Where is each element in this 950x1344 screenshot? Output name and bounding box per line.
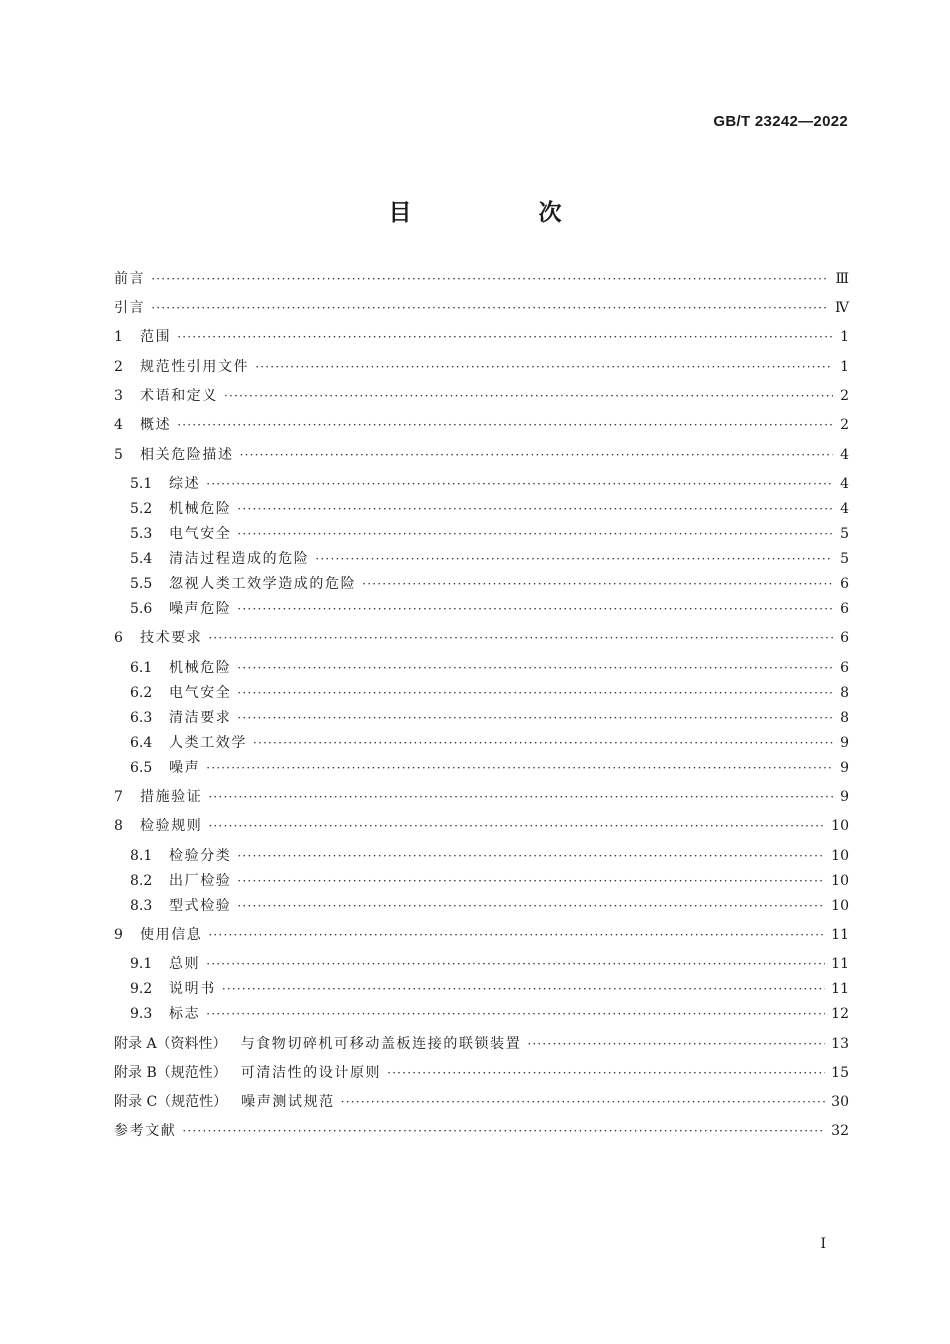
toc-entry[interactable] <box>130 757 849 779</box>
toc-entry[interactable] <box>114 297 849 319</box>
standard-code: GB/T 23242—2022 <box>713 113 848 130</box>
toc-entry-page: 10 <box>831 818 849 834</box>
toc-entry-page: 11 <box>831 927 849 943</box>
toc-entry-title: 清洁过程造成的危险 <box>169 551 310 567</box>
toc-entry-number: 5 <box>114 447 123 463</box>
toc-entry-page: 5 <box>840 551 849 567</box>
toc-entry[interactable] <box>130 573 849 595</box>
toc-entry[interactable] <box>130 473 849 495</box>
toc-entry[interactable] <box>130 657 849 679</box>
toc-entry-number: 6.2 <box>130 685 153 701</box>
dot-leader <box>237 598 833 620</box>
toc-entry-page: 13 <box>831 1036 849 1052</box>
toc-entry-number: 附录 A（资料性） <box>114 1036 227 1052</box>
toc-entry-number: 5.1 <box>130 476 153 492</box>
toc-entry[interactable] <box>130 953 849 975</box>
dot-leader <box>237 895 825 917</box>
dot-leader <box>237 657 833 679</box>
toc-entry-number: 8.1 <box>130 848 153 864</box>
toc-entry-page: 10 <box>831 848 849 864</box>
toc-entry-page: 15 <box>831 1065 849 1081</box>
toc-entry-number: 9 <box>114 927 123 943</box>
toc-entry-number: 8.3 <box>130 898 153 914</box>
toc-entry[interactable] <box>130 1003 849 1025</box>
toc-entry-number: 附录 C（规范性） <box>114 1094 228 1110</box>
dot-leader <box>208 786 833 808</box>
dot-leader <box>237 523 833 545</box>
toc-entry-page: 8 <box>840 710 849 726</box>
dot-leader <box>151 268 829 290</box>
dot-leader <box>151 297 829 319</box>
dot-leader <box>208 815 825 837</box>
toc-entry-title: 术语和定义 <box>140 388 218 404</box>
toc-entry-page: 8 <box>840 685 849 701</box>
dot-leader <box>527 1033 825 1055</box>
toc-entry-page: Ⅲ <box>835 271 849 287</box>
dot-leader <box>206 1003 825 1025</box>
toc-entry[interactable] <box>114 815 849 837</box>
toc-entry-page: 2 <box>840 417 849 433</box>
toc-entry-title: 型式检验 <box>169 898 232 914</box>
dot-leader <box>240 444 833 466</box>
toc-entry-page: 1 <box>840 329 849 345</box>
toc-entry-title: 参考文献 <box>114 1123 177 1139</box>
toc-entry-number: 附录 B（规范性） <box>114 1065 227 1081</box>
toc-entry-number: 5.3 <box>130 526 153 542</box>
dot-leader <box>237 498 833 520</box>
dot-leader <box>237 682 833 704</box>
toc-entry-number: 6 <box>114 630 123 646</box>
toc-entry-title: 忽视人类工效学造成的危险 <box>169 576 357 592</box>
toc-entry-number: 5.6 <box>130 601 153 617</box>
toc-entry[interactable] <box>114 385 849 407</box>
dot-leader <box>237 845 825 867</box>
dot-leader <box>255 356 833 378</box>
toc-entry-number: 3 <box>114 388 123 404</box>
toc-entry[interactable] <box>114 1091 849 1113</box>
toc-entry-title: 相关危险描述 <box>140 447 234 463</box>
toc-entry-title: 规范性引用文件 <box>140 359 250 375</box>
dot-leader <box>362 573 833 595</box>
toc-entry-page: 10 <box>831 898 849 914</box>
dot-leader <box>222 978 825 1000</box>
toc-entry-title: 范围 <box>140 329 172 345</box>
toc-entry-page: 1 <box>840 359 849 375</box>
toc-entry-page: 9 <box>840 789 849 805</box>
toc-entry-title: 机械危险 <box>169 501 232 517</box>
toc-entry-title: 机械危险 <box>169 660 232 676</box>
toc-entry-page: 5 <box>840 526 849 542</box>
toc-entry[interactable] <box>114 924 849 946</box>
toc-entry[interactable] <box>130 895 849 917</box>
toc-entry-title: 使用信息 <box>140 927 203 943</box>
toc-entry-page: 11 <box>831 956 849 972</box>
toc-entry-title: 综述 <box>169 476 201 492</box>
dot-leader <box>315 548 833 570</box>
toc-entry-title: 措施验证 <box>140 789 203 805</box>
toc-entry[interactable] <box>114 627 849 649</box>
toc-entry-title: 人类工效学 <box>169 735 247 751</box>
toc-entry-title: 总则 <box>169 956 201 972</box>
dot-leader <box>208 924 825 946</box>
toc-entry[interactable] <box>114 786 849 808</box>
toc-entry[interactable] <box>114 1033 849 1055</box>
toc-entry-title: 检验规则 <box>140 818 203 834</box>
toc-entry-title: 前言 <box>114 271 146 287</box>
toc-entry-title: 噪声 <box>169 760 201 776</box>
toc-entry[interactable] <box>114 326 849 348</box>
toc-entry-number: 5.5 <box>130 576 153 592</box>
dot-leader <box>237 707 833 729</box>
toc-entry[interactable] <box>114 1062 849 1084</box>
dot-leader <box>182 1120 825 1142</box>
toc-entry[interactable] <box>130 845 849 867</box>
toc-entry-title: 技术要求 <box>140 630 203 646</box>
toc-entry-page: 10 <box>831 873 849 889</box>
dot-leader <box>208 627 833 649</box>
toc-entry-title: 电气安全 <box>169 685 232 701</box>
toc-entry-title: 检验分类 <box>169 848 232 864</box>
toc-entry-page: 9 <box>840 735 849 751</box>
toc-entry-title: 概述 <box>140 417 172 433</box>
dot-leader <box>206 953 825 975</box>
dot-leader <box>387 1062 825 1084</box>
toc-entry[interactable] <box>130 498 849 520</box>
dot-leader <box>253 732 833 754</box>
toc-entry[interactable] <box>114 444 849 466</box>
toc-entry-number: 1 <box>114 329 123 345</box>
toc-entry-page: 6 <box>840 576 849 592</box>
toc-entry-page: 4 <box>840 476 849 492</box>
toc-entry-page: 6 <box>840 630 849 646</box>
toc-entry-page: 4 <box>840 447 849 463</box>
toc-entry[interactable] <box>114 414 849 436</box>
toc-entry-page: 32 <box>831 1123 849 1139</box>
toc-entry[interactable] <box>130 682 849 704</box>
toc-entry-number: 8.2 <box>130 873 153 889</box>
toc-entry-number: 6.3 <box>130 710 153 726</box>
page-number: I <box>820 1236 826 1252</box>
toc-entry-number: 8 <box>114 818 123 834</box>
toc-entry-number: 9.2 <box>130 981 153 997</box>
toc-entry-number: 4 <box>114 417 123 433</box>
toc-entry-page: 4 <box>840 501 849 517</box>
toc-entry[interactable] <box>130 870 849 892</box>
toc-entry-page: 6 <box>840 660 849 676</box>
toc-entry-title: 可清洁性的设计原则 <box>240 1065 382 1081</box>
toc-entry-page: 2 <box>840 388 849 404</box>
toc-entry-page: 6 <box>840 601 849 617</box>
toc-entry-page: Ⅳ <box>835 300 849 316</box>
toc-entry-page: 30 <box>831 1094 849 1110</box>
toc-entry-number: 7 <box>114 789 123 805</box>
toc-entry-page: 11 <box>831 981 849 997</box>
toc-entry-title: 清洁要求 <box>169 710 232 726</box>
toc-entry-number: 6.1 <box>130 660 153 676</box>
dot-leader <box>177 326 833 348</box>
toc-entry[interactable] <box>114 268 849 290</box>
toc-entry[interactable] <box>130 732 849 754</box>
toc-entry-number: 9.1 <box>130 956 153 972</box>
dot-leader <box>237 870 825 892</box>
dot-leader <box>177 414 833 436</box>
toc-entry-number: 5.4 <box>130 551 153 567</box>
toc-entry[interactable] <box>130 598 849 620</box>
toc-entry[interactable] <box>130 707 849 729</box>
dot-leader <box>206 473 833 495</box>
toc-entry-number: 9.3 <box>130 1006 153 1022</box>
toc-entry-page: 12 <box>831 1006 849 1022</box>
toc-entry[interactable] <box>130 523 849 545</box>
dot-leader <box>206 757 833 779</box>
toc-entry-title: 出厂检验 <box>169 873 232 889</box>
toc-entry[interactable] <box>114 1120 849 1142</box>
toc-entry-number: 6.5 <box>130 760 153 776</box>
toc-entry[interactable] <box>130 548 849 570</box>
toc-entry-title: 噪声危险 <box>169 601 232 617</box>
toc-entry-title: 标志 <box>169 1006 201 1022</box>
toc-entry[interactable] <box>114 356 849 378</box>
toc-entry[interactable] <box>130 978 849 1000</box>
page-title: 目 次 <box>388 200 614 226</box>
toc-entry-title: 引言 <box>114 300 146 316</box>
toc-entry-title: 与食物切碎机可移动盖板连接的联锁装置 <box>240 1036 522 1052</box>
toc-entry-title: 说明书 <box>169 981 216 997</box>
toc-entry-number: 6.4 <box>130 735 153 751</box>
dot-leader <box>341 1091 825 1113</box>
toc-entry-number: 5.2 <box>130 501 153 517</box>
toc-entry-page: 9 <box>840 760 849 776</box>
dot-leader <box>224 385 833 407</box>
toc-entry-number: 2 <box>114 359 123 375</box>
toc-entry-title: 电气安全 <box>169 526 232 542</box>
toc-entry-title: 噪声测试规范 <box>241 1094 335 1110</box>
